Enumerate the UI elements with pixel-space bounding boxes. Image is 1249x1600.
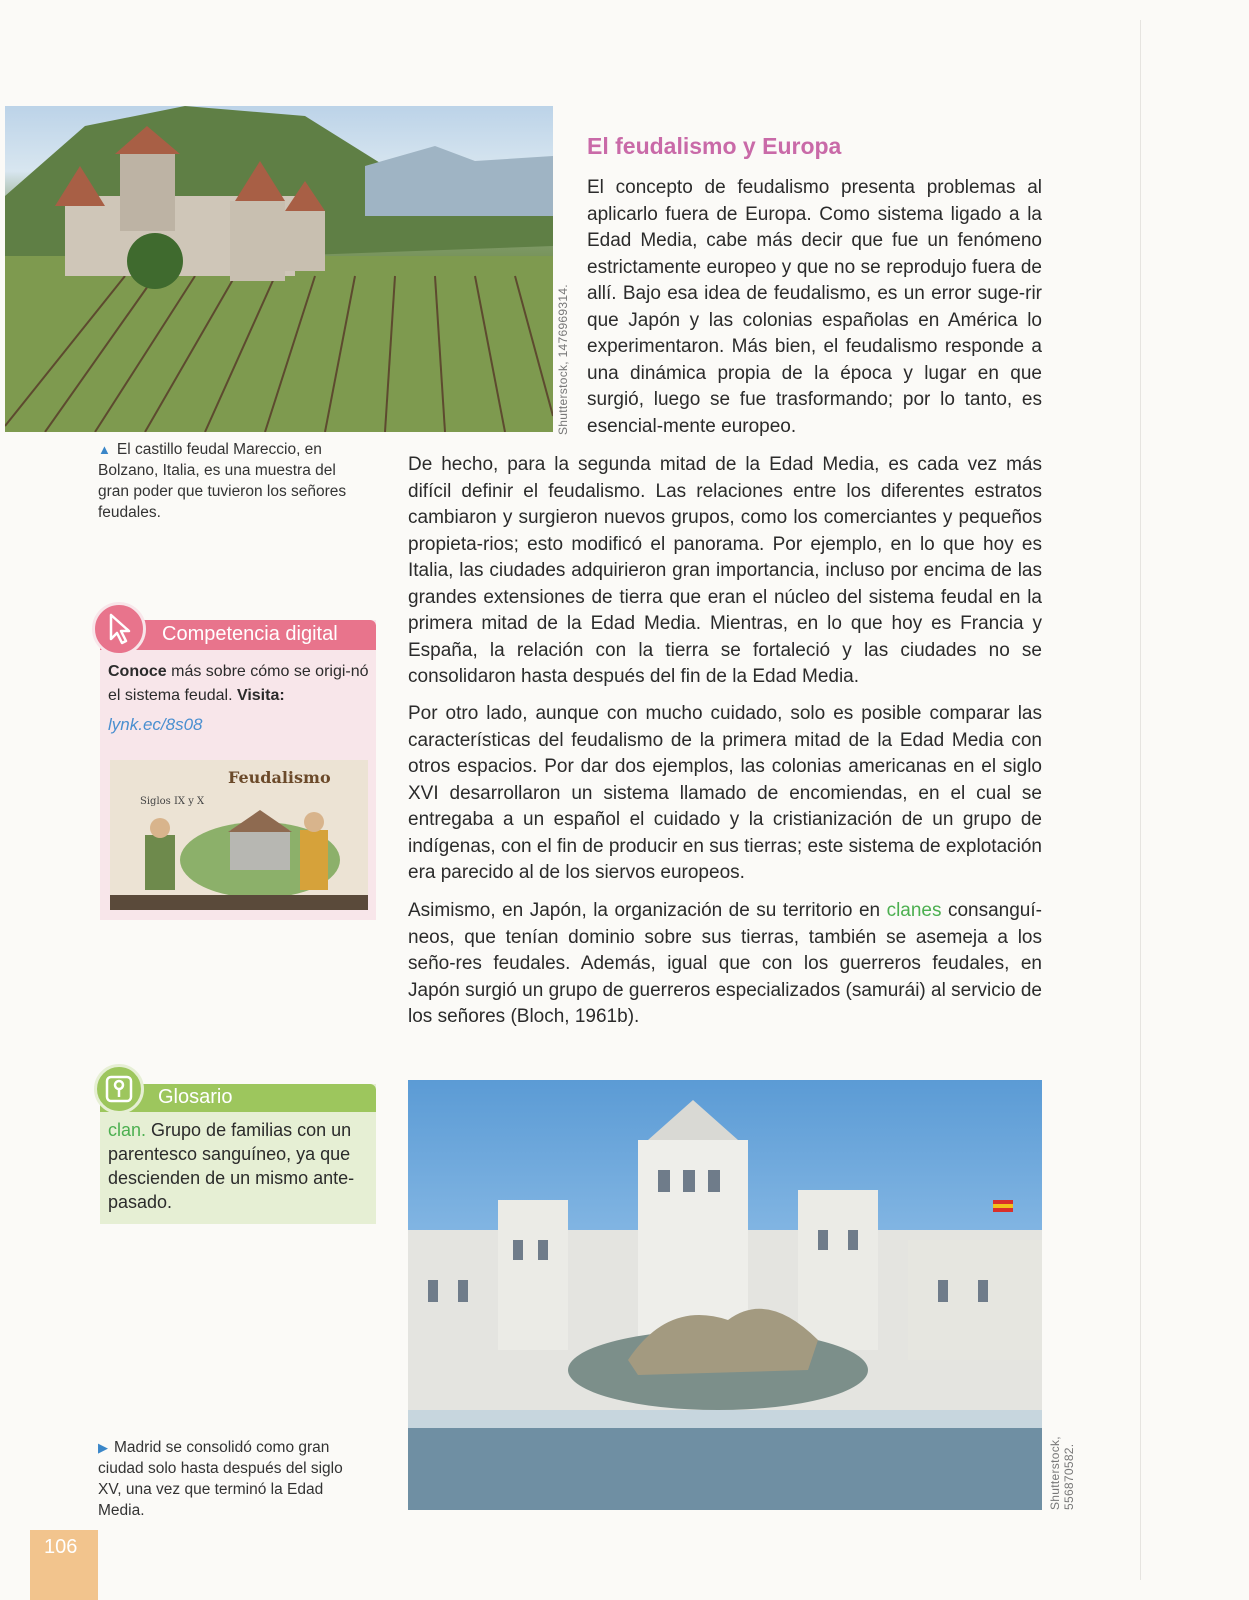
paragraph: Asimismo, en Japón, la organización de su territorio en clanes consanguí-neos, que tenían dominio sobre sus tierras, también se asemeja a los seño-res feudales. Además, igual que con los guerreros feudales, en Japón surgió un grupo de guerreros especializados (samurái) al servicio de los señores (Bloch, 1961b). xyxy=(408,900,1042,1027)
paragraph: El concepto de feudalismo presenta problemas al aplicarlo fuera de Europa. Como sistema ligado a la Edad Media, cabe más decir que fue un fenómeno estrictamente europeo y que no se reprodujo fuera de allí. Bajo esa idea de feudalismo, es un error suge-rir que Japón y las colonias españolas en América lo experimentaron. Más bien, el feudalismo responde a una dinámica propia de la época y lugar en que surgió, luego se fue trasformando; por lo tanto, es esencial-mente europeo. xyxy=(587,177,1042,437)
video-title: Feudalismo xyxy=(228,768,331,787)
page-number-tab xyxy=(30,1530,98,1600)
castle-caption: ▲ El castillo feudal Mareccio, en Bolzano, Italia, es una muestra del gran poder que tuvieron los señores feudales. xyxy=(98,441,347,521)
digital-competence-box xyxy=(100,620,376,920)
photo-credit: Shutterstock, 556870582. xyxy=(1048,1436,1076,1510)
glossary-term-link[interactable]: clanes xyxy=(886,900,942,921)
glossary-box xyxy=(100,1084,376,1224)
glossary-definition: clan. Grupo de familias con un parentesco sanguíneo, ya que descienden de un mismo ante-pasado. xyxy=(108,1120,355,1212)
resource-link[interactable]: lynk.ec/8s08 xyxy=(108,715,203,734)
digital-box-text: Conoce más sobre cómo se origi-nó el sistema feudal. Visita: xyxy=(108,663,369,704)
cursor-icon xyxy=(92,602,146,656)
video-thumbnail[interactable] xyxy=(110,760,368,910)
photo-credit: Shutterstock, 1476969314. xyxy=(556,284,570,435)
triangle-right-icon: ▶ xyxy=(98,1440,108,1455)
palace-caption: ▶ Madrid se consolidó como gran ciudad solo hasta después del siglo XV, una vez que terminó la Edad Media. xyxy=(98,1439,343,1519)
glossary-title: Glosario xyxy=(158,1086,233,1108)
triangle-up-icon: ▲ xyxy=(98,442,111,457)
video-subtitle: Siglos IX y X xyxy=(140,796,205,807)
page-number: 106 xyxy=(44,1536,78,1558)
glossary-term: clan. xyxy=(108,1120,147,1140)
paragraph: De hecho, para la segunda mitad de la Edad Media, es cada vez más difícil definir el feudalismo. Las relaciones entre los diferentes estratos cambiaron y surgieron nuevos grupos, como los comerciantes y pequeños propieta-rios; esto modificó el panorama. Por ejemplo, en lo que hoy es Italia, las ciudades adquirieron gran importancia, incluso por encima de las grandes extensiones de tierra que eran el núcleo del sistema feudal en la primera mitad de la Edad Media. Mientras, en lo que hoy es Francia y España, la relación con la tierra se fortaleció y las ciudades no se consolidaron hasta después del fin de la Edad Media. xyxy=(408,454,1042,687)
castle-photo xyxy=(5,106,553,432)
digital-box-title: Competencia digital xyxy=(162,623,338,645)
page-edge-rule xyxy=(1140,20,1141,1580)
palace-photo xyxy=(408,1080,1042,1510)
key-icon xyxy=(94,1064,144,1114)
section-title: El feudalismo y Europa xyxy=(587,133,842,159)
paragraph: Por otro lado, aunque con mucho cuidado, solo es posible comparar las características del feudalismo de la primera mitad de la Edad Media con otros espacios. Por dar dos ejemplos, las colonias americanas en el siglo XVI desarrollaron un sistema llamado de encomiendas, en el cual se entregaba a un español el cuidado y la cristianización de un grupo de indígenas, con el fin de producir en sus tierras; este sistema de explotación era parecido al de los siervos europeos. xyxy=(408,703,1042,883)
